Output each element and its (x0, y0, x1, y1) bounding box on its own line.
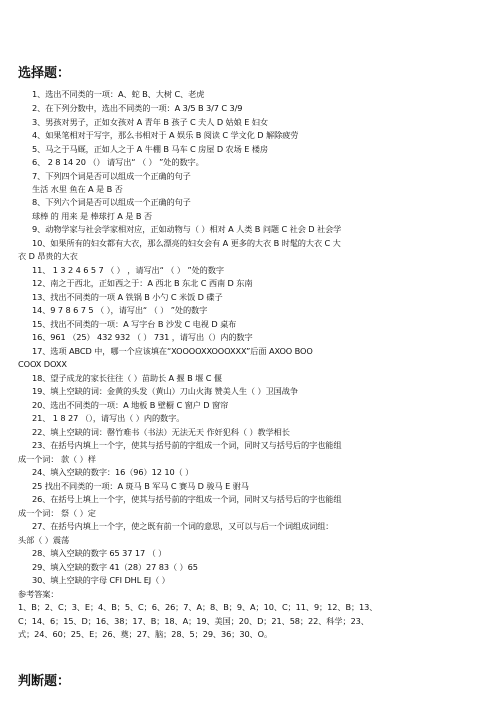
question-line: 30、填上空缺的字母 CFI DHL EJ（ ） (32, 575, 170, 585)
question-line: 12、南之于西北，正如西之于：A 西北 B 东北 C 西南 D 东南 (32, 278, 253, 288)
question-line: 头部（ ）震荡 (18, 535, 70, 545)
question-line: 16、961 （25） 432 932 （ ） 731 ，请写出（）内的数字 (32, 332, 253, 342)
question-line: 成一个词： 祭（ ）定 (18, 508, 96, 518)
question-line: 球棒 的 用来 是 棒球打 A 是 B 否 (32, 211, 153, 221)
question-line: 28、填入空缺的数字 65 37 17 （ ） (32, 548, 167, 558)
question-line: 衣 D 昂贵的大衣 (18, 251, 78, 261)
question-line: 2、在下列分数中，选出不同类的一项：A 3/5 B 3/7 C 3/9 (32, 103, 243, 113)
answers-line: C；14、6；15、D；16、38；17、B；18、A；19、美国；20、D；21、58；22、科学；23、 (18, 616, 369, 626)
question-line: 4、如果笔相对于写字，那么书相对于 A 娱乐 B 阅读 C 学文化 D 解除疲劳 (32, 130, 299, 140)
question-line: 5、马之于马厩，正如人之于 A 牛棚 B 马车 C 房屋 D 农场 E 楼房 (32, 144, 268, 154)
question-line: 1、选出不同类的一项：A、蛇 B、大树 C、老虎 (32, 89, 205, 99)
question-line: 23、在括号内填上一个字，使其与括号前的字组成一个词，同时又与括号后的字也能组 (32, 440, 342, 450)
question-line: 18、望子成龙的家长往往（ ）苗助长 A 揠 B 堰 C 偃 (32, 373, 222, 383)
answers-line: 式；24、60；25、E；26、奠；27、脑；28、5；29、36；30、O。 (18, 629, 273, 639)
question-line: 15、找出不同类的一项：A 写字台 B 沙发 C 电视 D 桌布 (32, 319, 237, 329)
question-line: 26、在括号上填上一个字，使其与括号前的字组成一个词，同时又与括号后的字也能组 (32, 494, 342, 504)
question-line: 6、 2 8 14 20 （） 请写出“ （ ） ”处的数字。 (32, 157, 204, 167)
question-line: 7、下列四个词是否可以组成一个正确的句子 (32, 171, 191, 181)
question-line: 24、填入空缺的数字：16（96）12 10（ ） (32, 467, 194, 477)
question-line: 成一个词： 款（ ）样 (18, 454, 96, 464)
question-line: 29、填入空缺的数字 41（28）27 83（ ）65 (32, 562, 198, 572)
question-line: 21、 1 8 27 （），请写出（ ）内的数字。 (32, 413, 185, 423)
question-line: 27、在括号内填上一个字，使之既有前一个词的意思，又可以与后一个词组成词组： (32, 521, 334, 531)
section-title-judgement: 判断题： (18, 674, 71, 689)
question-line: 3、男孩对男子，正如女孩对 A 青年 B 孩子 C 夫人 D 姑娘 E 妇女 (32, 117, 268, 127)
question-line: 22、填上空缺的词：罄竹难书（书法）无法无天 作奸犯科（ ）教学相长 (32, 427, 290, 437)
question-line: 14、9 7 8 6 7 5 （ ），请写出“ （ ） ”处的数字 (32, 305, 208, 315)
question-line: 17、选项 ABCD 中，哪一个应该填在“XOOOOXXOOOXXX”后面 AXOO BOO (32, 346, 313, 356)
question-line: 25 找出不同类的一项：A 斑马 B 军马 C 赛马 D 骏马 E 驸马 (32, 481, 249, 491)
question-line: COOX DOXX (18, 359, 67, 369)
question-line: 10、如果所有的妇女都有大衣，那么漂亮的妇女会有 A 更多的大衣 B 时髦的大衣 C 大 (32, 238, 341, 248)
question-line: 20、选出不同类的一项：A 地板 B 壁橱 C 窗户 D 窗帘 (32, 400, 229, 410)
answers-line: 1、B；2、C；3、E；4、B；5、C；6、26；7、A；8、B；9、A；10、C；11、9；12、B；13、 (18, 602, 378, 612)
question-line: 8、下列六个词是否可以组成一个正确的句子 (32, 197, 191, 207)
question-line: 19、填上空缺的词：金黄的头发（黄山）刀山火海 赞美人生（ ）卫国战争 (32, 386, 298, 396)
section-title-choice: 选择题： (18, 66, 71, 81)
question-line: 生活 水里 鱼在 A 是 B 否 (32, 184, 123, 194)
answers-heading: 参考答案： (18, 589, 59, 599)
question-line: 13、找出不同类的一项 A 铁锅 B 小勺 C 米饭 D 碟子 (32, 292, 223, 302)
question-line: 9、动物学家与社会学家相对应，正如动物与（ ）相对 A 人类 B 问题 C 社会 D 社会学 (32, 224, 342, 234)
question-line: 11、 1 3 2 4 6 5 7 （ ） ，请写出“ （ ） ”处的数字 (32, 265, 224, 275)
